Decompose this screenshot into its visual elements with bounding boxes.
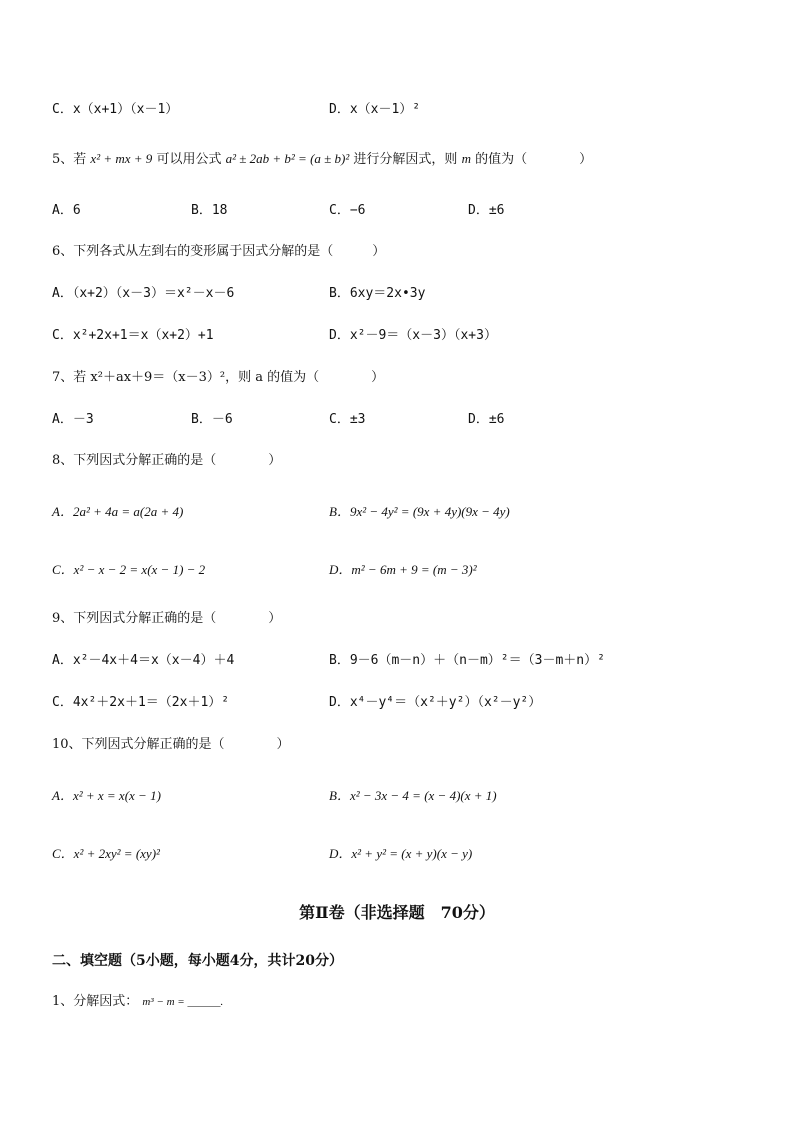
q8-option-d: D．m² − 6m + 9 = (m − 3)² [329,562,477,577]
q5-option-d: D．±6 [468,203,505,218]
q5-stem [52,151,592,168]
q5-option-b: B．18 [191,203,228,218]
q10-stem: 10、下列因式分解正确的是（ ） [52,737,290,752]
q6-option-b: B．6xy＝2x•3y [329,286,426,301]
q5-stem-end: 的值为（ ） [475,152,593,167]
q10-option-d: D．x² + y² = (x + y)(x − y) [329,846,473,861]
q6-option-a: A．（x+2）（x－3）＝x²－x－6 [52,286,235,301]
section-title: 第Ⅱ卷（非选择题 70分） [299,903,495,922]
q8-option-c: C．x² − x − 2 = x(x − 1) − 2 [52,562,206,577]
q9-option-c: C．4x²＋2x＋1＝（2x＋1）² [52,695,230,710]
q10-option-b: B．x² − 3x − 4 = (x − 4)(x + 1) [329,788,497,803]
q9-option-a: A．x²－4x＋4＝x（x－4）＋4 [52,653,235,668]
q9-option-b: B．9－6（m－n）＋（n－m）²＝（3－m＋n）² [329,653,605,668]
q5-stem-mid: 可以用公式 [156,152,222,167]
q7-option-b: B．－6 [191,412,233,427]
q7-option-d: D．±6 [468,412,505,427]
q7-stem: 7、若 x²＋ax＋9＝（x－3）²，则 a 的值为（ ） [52,370,385,385]
part-title: 二、填空题（5小题，每小题4分，共计20分） [52,953,343,969]
q6-option-c: C．x²+2x+1＝x（x+2）+1 [52,328,214,343]
q5-option-c: C．−6 [329,203,366,218]
q5-stem-start: 5、若 [52,152,87,167]
q5-expr1: x² + mx + 9 [90,151,153,166]
q5-stem-mid2: 进行分解因式，则 [353,152,458,167]
q9-stem: 9、下列因式分解正确的是（ ） [52,611,282,626]
q4-option-c: C．x（x+1）（x－1） [52,102,179,117]
q5-expr2: a² ± 2ab + b² = (a ± b)² [225,151,350,166]
q10-option-c: C．x² + 2xy² = (xy)² [52,846,160,861]
fill1-stem: 1、分解因式： [52,994,139,1009]
fill1-expr: m³ − m = ______. [142,996,224,1008]
q7-option-c: C．±3 [329,412,366,427]
q9-option-d: D．x⁴－y⁴＝（x²＋y²）（x²－y²） [329,695,542,710]
q6-option-d: D．x²－9＝（x－3）（x+3） [329,328,497,343]
q5-var: m [461,151,471,166]
fill1-question [52,994,223,1010]
q8-option-a: A．2a² + 4a = a(2a + 4) [52,504,184,519]
q8-option-b: B．9x² − 4y² = (9x + 4y)(9x − 4y) [329,504,510,519]
q4-option-d: D．x（x－1）² [329,102,421,117]
q10-option-a: A．x² + x = x(x − 1) [52,788,161,803]
q8-stem: 8、下列因式分解正确的是（ ） [52,453,282,468]
q6-stem: 6、下列各式从左到右的变形属于因式分解的是（ ） [52,244,386,259]
q7-option-a: A．－3 [52,412,94,427]
q5-option-a: A．6 [52,203,81,218]
